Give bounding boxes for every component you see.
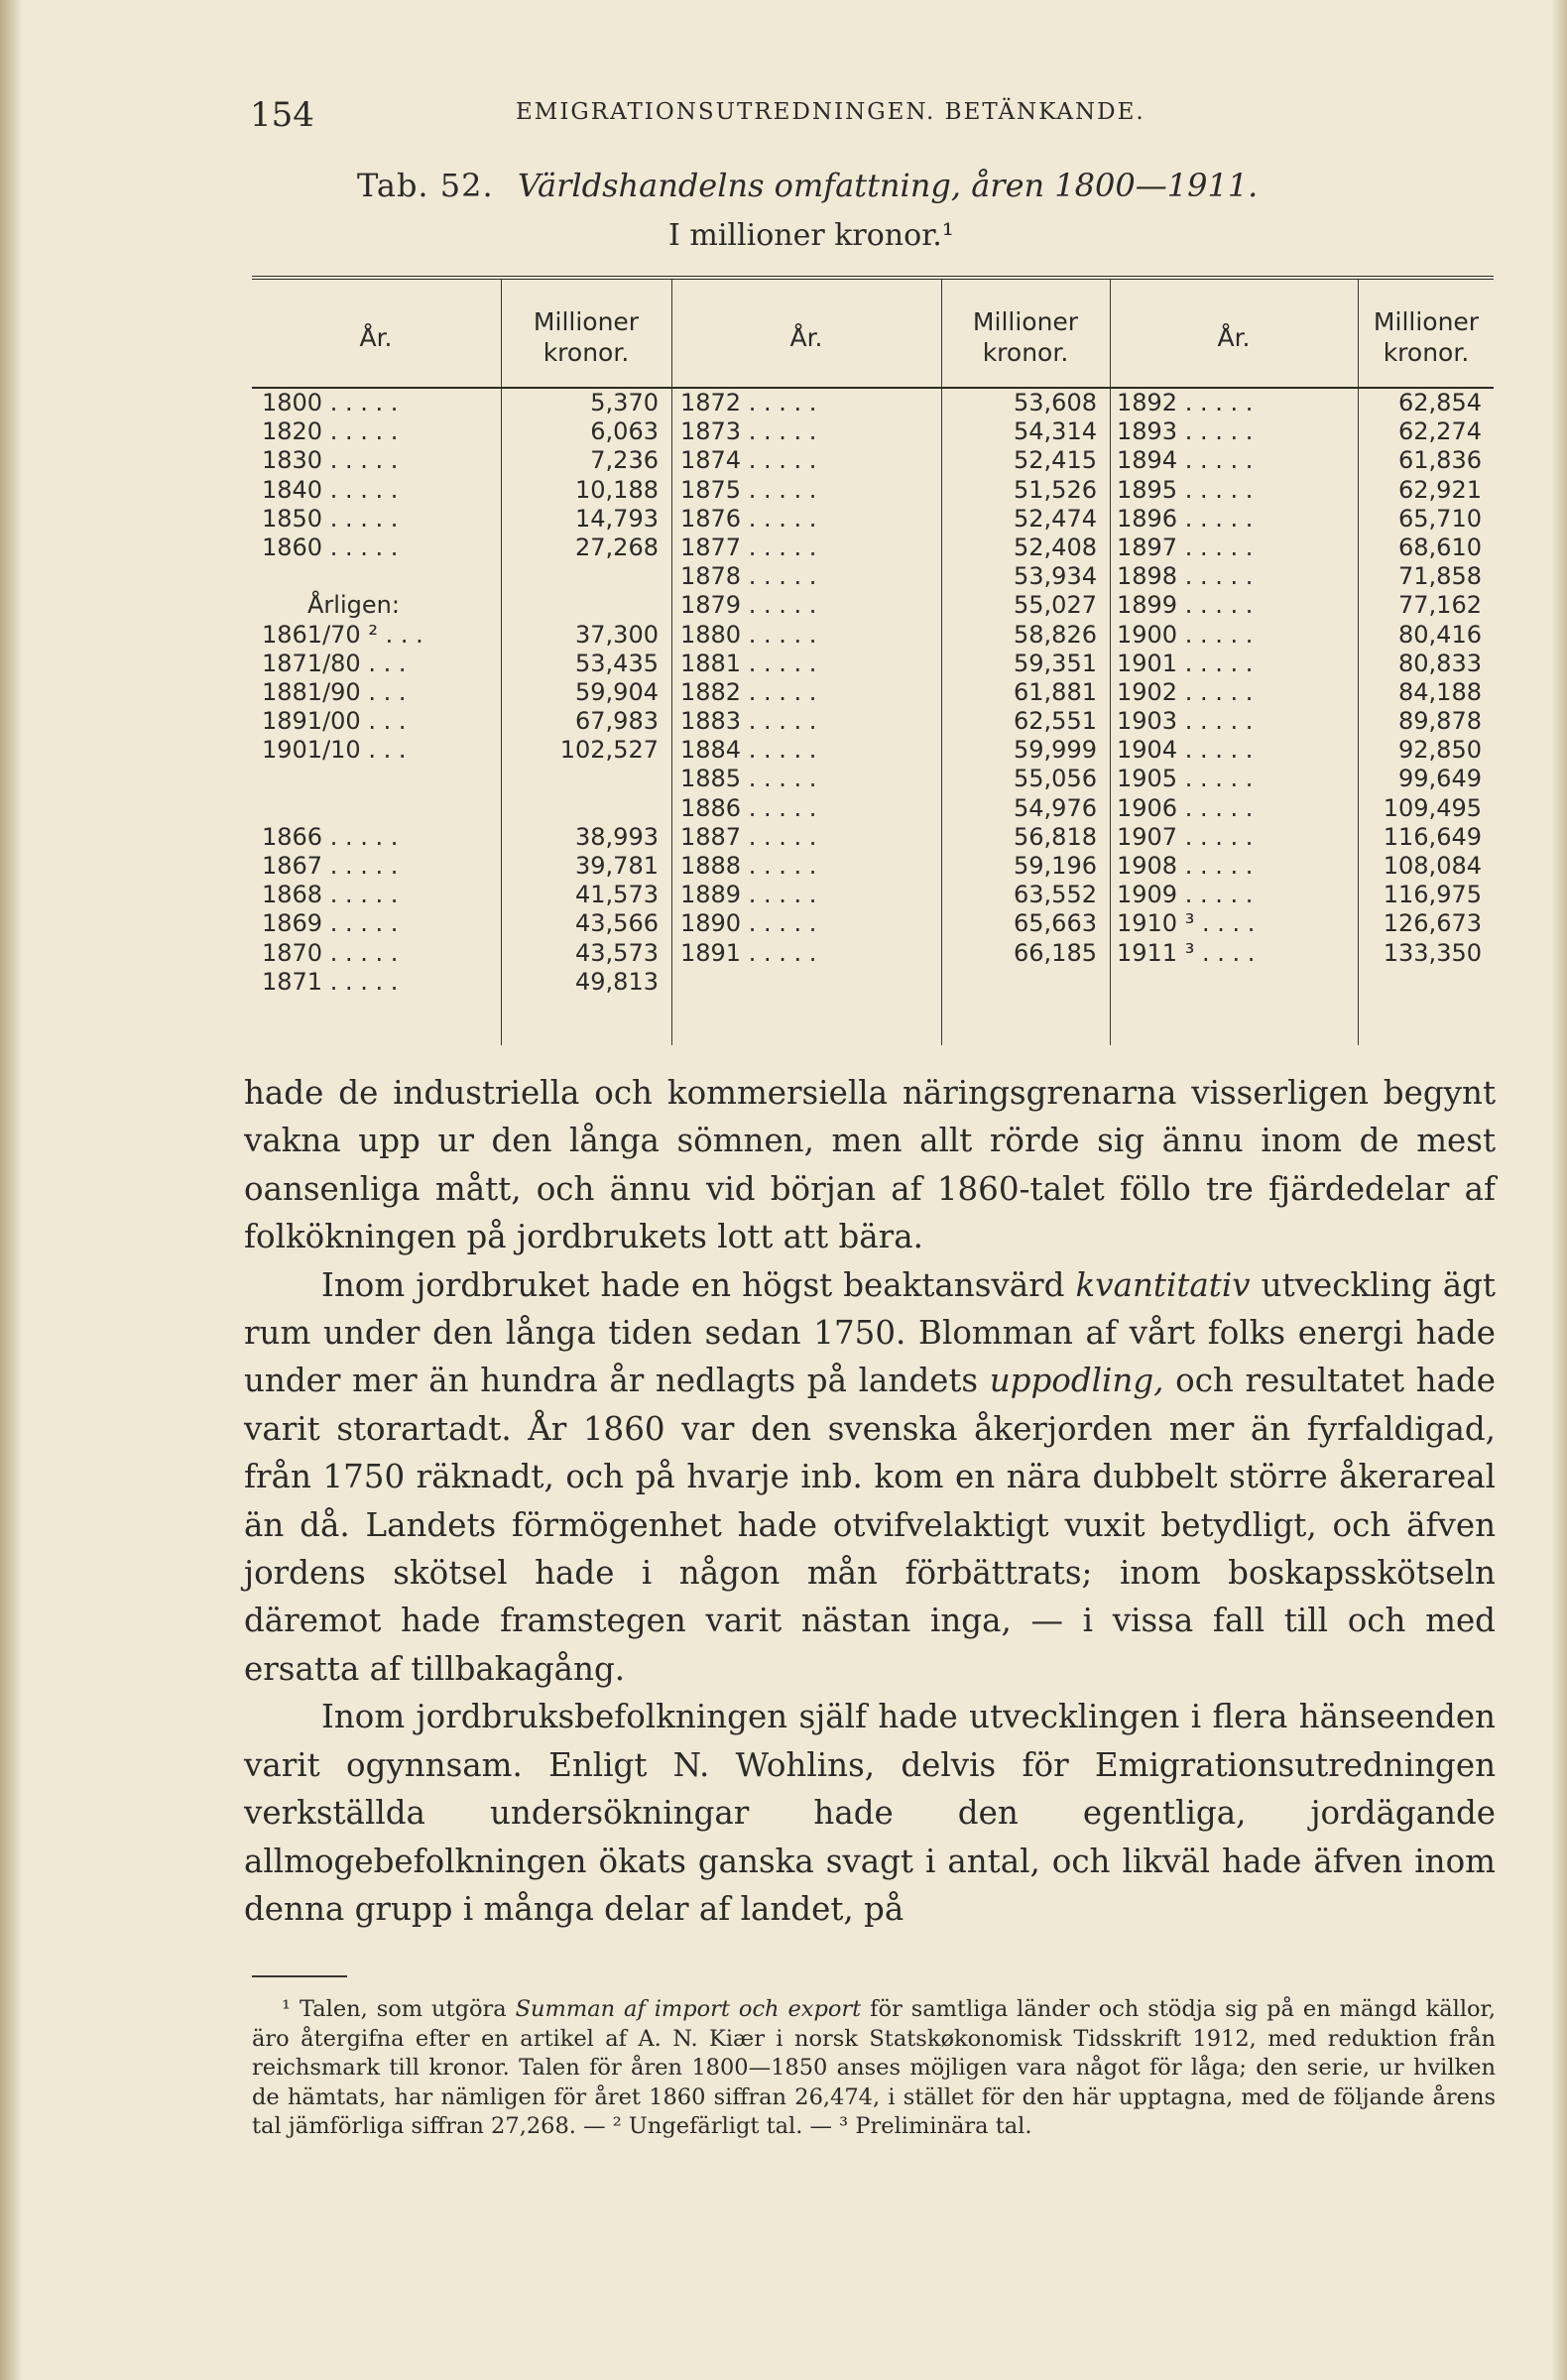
paragraph: [244, 1261, 1496, 1694]
table-cell-value: 92,850: [1398, 736, 1482, 765]
paragraph-text: Inom jordbruket hade en högst beaktansvärd: [321, 1265, 1076, 1304]
table-cell-year: 1904 . . . . .: [1117, 736, 1254, 765]
table-cell-value: 59,196: [1014, 852, 1097, 880]
table-cell-value: 89,878: [1398, 707, 1482, 736]
table-cell-value: 59,351: [1014, 649, 1097, 677]
table-cell-year: 1885 . . . . .: [680, 765, 817, 793]
table-cell-year: 1909 . . . . .: [1117, 881, 1254, 909]
table-cell-value: 54,314: [1014, 417, 1097, 446]
table-cell-year: 1905 . . . . .: [1117, 765, 1254, 793]
table-cell-year: 1878 . . . . .: [680, 562, 817, 591]
table-cell-year: 1881 . . . . .: [680, 649, 817, 677]
paragraph: hade de industriella och kommersiella näringsgrenarna visserligen begynt vakna upp ur den långa sömnen, men allt rörde sig ännu inom de mest oansenliga mått, och ännu vid början af 1860-talet föllo tre fjärdedelar af folkökningen på jordbrukets lott att bära.: [244, 1074, 1496, 1256]
table-cell-year: 1884 . . . . .: [680, 736, 817, 765]
header-value-3: Millioner kronor.: [1373, 307, 1480, 367]
table-cell-value: 54,976: [1014, 793, 1097, 822]
table-cell-value: 55,056: [1014, 765, 1097, 793]
table-cell-value: 59,904: [575, 677, 659, 706]
table-cell-year: 1850 . . . . .: [262, 504, 399, 533]
table-cell-year: 1906 . . . . .: [1117, 793, 1254, 822]
table-cell-year: 1830 . . . . .: [262, 446, 399, 475]
table-cell-value: 10,188: [575, 475, 659, 504]
table-cell-value: 43,566: [575, 909, 659, 938]
table-cell-year: 1800 . . . . .: [262, 389, 399, 416]
table-cell-year: 1868 . . . . .: [262, 881, 399, 909]
table-cell-year: 1892 . . . . .: [1117, 389, 1254, 416]
table-cell-value: 63,552: [1014, 881, 1097, 909]
table-cell-value: 84,188: [1398, 677, 1482, 706]
emphasis: uppodling,: [989, 1362, 1164, 1400]
footnotes: [252, 1995, 1496, 2142]
table-caption: [357, 167, 1498, 204]
table-cell-value: [508, 794, 659, 823]
table-cell-value: 53,435: [575, 649, 659, 677]
header-year-2: År.: [789, 322, 823, 352]
table-cell-value: 41,573: [575, 881, 659, 909]
table-cell-value: 39,781: [575, 852, 659, 880]
table-cell-year: 1891 . . . . .: [680, 938, 817, 967]
table-cell-year: [262, 765, 492, 793]
year-column-2: [680, 389, 934, 968]
table-cell-value: 62,274: [1398, 417, 1482, 446]
table-cell-year: 1867 . . . . .: [262, 852, 399, 880]
table-cell-value: 58,826: [1014, 620, 1097, 649]
header-year-3: År.: [1217, 322, 1251, 352]
table-cell-year: 1820 . . . . .: [262, 417, 399, 446]
page-header: [250, 95, 1490, 135]
table-cell-year: 1908 . . . . .: [1117, 852, 1254, 880]
table-cell-value: 71,858: [1398, 562, 1482, 591]
table-cell-value: 133,350: [1383, 938, 1482, 967]
table-cell-value: 116,649: [1383, 822, 1482, 851]
table-cell-year: 1873 . . . . .: [680, 417, 817, 446]
footnote-rule: [252, 1975, 347, 1977]
table-cell-value: 52,415: [1014, 446, 1097, 475]
table-cell-year: 1891/00 . . .: [262, 707, 407, 736]
table-cell-year: 1902 . . . . .: [1117, 677, 1254, 706]
table-cell-year: 1898 . . . . .: [1117, 562, 1254, 591]
column-rule: [1358, 280, 1359, 1045]
table-cell-value: 62,551: [1014, 707, 1097, 736]
page-number: 154: [250, 95, 314, 135]
table-cell-value: 59,999: [1014, 736, 1097, 765]
table-cell-value: 62,921: [1398, 475, 1482, 504]
header-value-2: Millioner kronor.: [972, 307, 1079, 367]
table-subheading: Årligen:: [307, 591, 400, 620]
table-cell-value: 43,573: [575, 938, 659, 967]
table-cell-year: 1907 . . . . .: [1117, 822, 1254, 851]
column-rule: [941, 280, 942, 1045]
table-cell-year: 1903 . . . . .: [1117, 707, 1254, 736]
table-cell-year: 1860 . . . . .: [262, 533, 399, 561]
table-cell-value: 53,608: [1014, 389, 1097, 416]
table-cell-year: 1910 ³ . . . .: [1117, 909, 1256, 938]
running-head: EMIGRATIONSUTREDNINGEN. BETÄNKANDE.: [516, 99, 1145, 125]
table-cell-value: 52,474: [1014, 504, 1097, 533]
table-cell-year: [262, 794, 492, 823]
table-cell-year: 1880 . . . . .: [680, 620, 817, 649]
table-cell-year: 1894 . . . . .: [1117, 446, 1254, 475]
table-cell-year: 1882 . . . . .: [680, 677, 817, 706]
table-cell-value: 99,649: [1398, 765, 1482, 793]
table-cell-year: 1897 . . . . .: [1117, 533, 1254, 561]
table-cell-year: 1874 . . . . .: [680, 446, 817, 475]
trade-table: [252, 276, 1494, 1045]
table-cell-value: 6,063: [590, 417, 659, 446]
table-cell-year: 1871 . . . . .: [262, 967, 399, 996]
table-cell-value: 65,663: [1014, 909, 1097, 938]
value-column-2: [948, 389, 1097, 968]
table-cell-value: 61,836: [1398, 446, 1482, 475]
table-cell-year: 1883 . . . . .: [680, 707, 817, 736]
table-cell-value: 51,526: [1014, 475, 1097, 504]
table-cell-year: [262, 562, 492, 591]
table-title: Världshandelns omfattning, åren 1800—1911.: [517, 167, 1259, 204]
paragraph-text: och resultatet hade varit storartadt. År 1860 var den svenska åkerjorden mer än fyrfaldigad, från 1750 räknadt, och på hvarje inb. kom en nära dubbelt större åkerareal än då. Landets förmögenhet hade otvifvelaktigt vuxit betydligt, och äfven jordens skötsel hade i någon mån förbättrats; inom boskapsskötseln däremot hade framstegen varit nästan inga, — i vissa fall till och med ersatta af tillbakagång.: [244, 1362, 1496, 1688]
table-cell-value: [508, 765, 659, 793]
table-cell-value: 49,813: [575, 967, 659, 996]
table-cell-year: 1895 . . . . .: [1117, 475, 1254, 504]
table-cell-year: 1890 . . . . .: [680, 909, 817, 938]
table-cell-year: 1881/90 . . .: [262, 677, 407, 706]
table-cell-value: 37,300: [575, 620, 659, 649]
table-cell-value: 55,027: [1014, 591, 1097, 620]
table-cell-year: 1875 . . . . .: [680, 475, 817, 504]
table-cell-value: 77,162: [1398, 591, 1482, 620]
table-cell-year: 1911 ³ . . . .: [1117, 938, 1256, 967]
table-cell-year: 1889 . . . . .: [680, 881, 817, 909]
header-value-1: Millioner kronor.: [533, 307, 640, 367]
table-cell-year: 1896 . . . . .: [1117, 504, 1254, 533]
value-column-3: [1363, 389, 1482, 968]
table-cell-value: 53,934: [1014, 562, 1097, 591]
table-cell-year: 1869 . . . . .: [262, 909, 399, 938]
table-cell-value: 126,673: [1383, 909, 1482, 938]
table-cell-value: 7,236: [590, 446, 659, 475]
table-cell-value: 102,527: [559, 736, 659, 765]
column-rule: [1110, 280, 1111, 1045]
table-cell-value: [508, 591, 659, 620]
body-text: [244, 1069, 1496, 1933]
table-cell-year: 1888 . . . . .: [680, 852, 817, 880]
emphasis: kvantitativ: [1075, 1265, 1251, 1304]
table-cell-year: 1879 . . . . .: [680, 591, 817, 620]
paragraph: Inom jordbruksbefolkningen själf hade utvecklingen i flera hänseenden varit ogynnsam. Enligt N. Wohlins, delvis för Emigrationsutredningen verkställda undersökningar hade den egentliga, jordägande allmogebefolkningen ökats ganska svagt i antal, och likväl hade äfven inom denna grupp i många delar af landet, på: [244, 1698, 1496, 1928]
table-label: Tab. 52.: [357, 167, 494, 204]
table-cell-year: 1901/10 . . .: [262, 736, 407, 765]
year-column-3: [1117, 389, 1351, 968]
page-edge-left: [0, 0, 22, 2380]
table-cell-year: 1886 . . . . .: [680, 793, 817, 822]
table-cell-year: 1899 . . . . .: [1117, 591, 1254, 620]
footnote: [252, 1995, 1496, 2142]
table-cell-value: 80,416: [1398, 620, 1482, 649]
table-cell-value: 27,268: [575, 533, 659, 561]
table-cell-value: 61,881: [1014, 677, 1097, 706]
table-cell-year: 1861/70 ² . . .: [262, 620, 423, 649]
table-cell-value: 52,408: [1014, 533, 1097, 561]
value-column-1: [508, 389, 659, 997]
table-cell-value: 56,818: [1014, 822, 1097, 851]
table-cell-value: 14,793: [575, 504, 659, 533]
table-cell-value: 108,084: [1383, 852, 1482, 880]
table-cell-value: 65,710: [1398, 504, 1482, 533]
table-cell-value: [508, 562, 659, 591]
table-cell-year: 1872 . . . . .: [680, 389, 817, 416]
table-cell-year: 1877 . . . . .: [680, 533, 817, 561]
table-cell-value: 38,993: [575, 822, 659, 851]
table-header: [252, 288, 1494, 389]
table-cell-year: 1893 . . . . .: [1117, 417, 1254, 446]
header-year-1: År.: [359, 322, 393, 352]
page-edge-right: [1551, 0, 1567, 2380]
table-cell-value: 67,983: [575, 707, 659, 736]
table-cell-year: 1900 . . . . .: [1117, 620, 1254, 649]
year-column-1: [262, 389, 492, 997]
table-cell-year: 1840 . . . . .: [262, 475, 399, 504]
table-cell-value: 116,975: [1383, 881, 1482, 909]
table-cell-value: 66,185: [1014, 938, 1097, 967]
footnote-text: ¹ Talen, som utgöra: [282, 1996, 516, 2022]
table-cell-value: 109,495: [1383, 793, 1482, 822]
footnote-text: för samtliga länder och stödja sig på en mängd källor, äro återgifna efter en artikel af A. N. Kiær i norsk Statskøkonomisk Tidsskrift 1912, med reduktion från reichsmark till kronor. Talen för åren 1800—1850 anses möjligen vara något för låga; den serie, ur hvilken de hämtats, har nämligen för året 1860 siffran 26,474, i stället för den här upptagna, med de följande årens tal jämförliga siffran 27,268. — ² Ungefärligt tal. — ³ Preliminära tal.: [252, 1996, 1496, 2140]
table-cell-value: 80,833: [1398, 649, 1482, 677]
table-cell-year: 1870 . . . . .: [262, 938, 399, 967]
table-cell-year: 1901 . . . . .: [1117, 649, 1254, 677]
table-cell-year: 1887 . . . . .: [680, 822, 817, 851]
table-cell-year: 1876 . . . . .: [680, 504, 817, 533]
table-cell-value: 68,610: [1398, 533, 1482, 561]
emphasis: Summan af import och export: [515, 1996, 862, 2022]
table-cell-value: 62,854: [1398, 389, 1482, 416]
column-rule: [671, 280, 672, 1045]
column-rule: [501, 280, 502, 1045]
table-cell-year: 1871/80 . . .: [262, 649, 407, 677]
table-cell-year: 1866 . . . . .: [262, 822, 399, 851]
paragraph-text: utveckling ägt rum under den långa tiden sedan 1750. Blomman af vårt folks energi hade under mer än hundra år nedlagts på landets: [244, 1265, 1496, 1400]
table-cell-value: 5,370: [590, 389, 659, 416]
table-subtitle: I millioner kronor.¹: [668, 218, 954, 253]
